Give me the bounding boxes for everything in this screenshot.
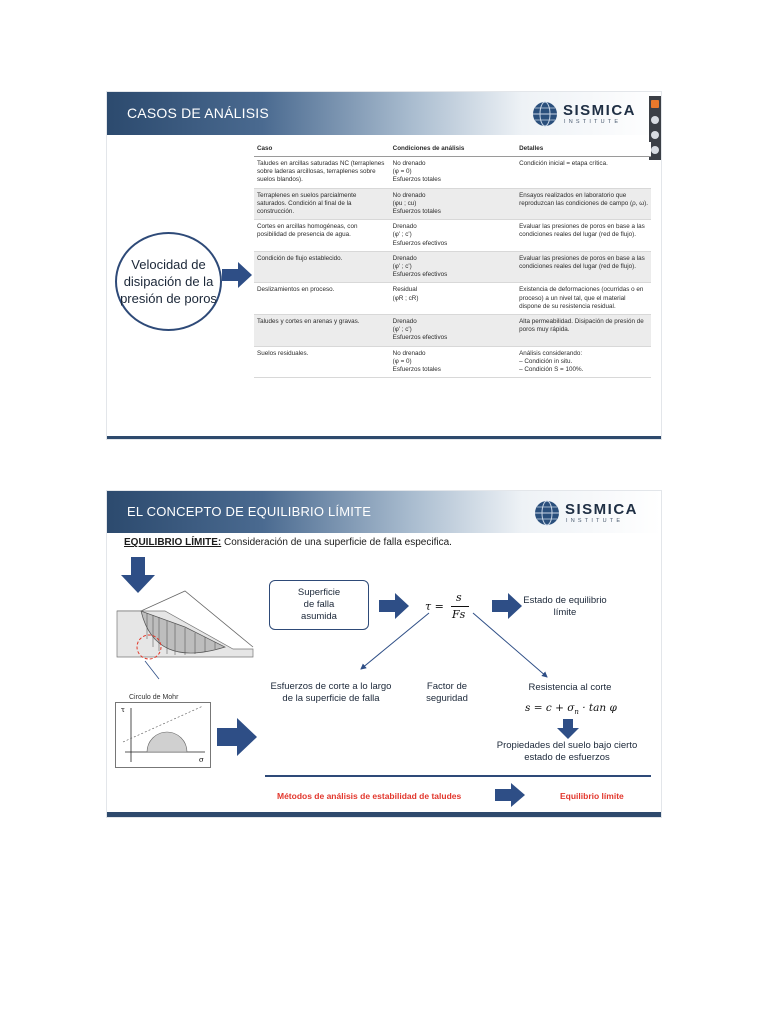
factor-line-2: seguridad [426, 693, 468, 704]
estado-line-1: Estado de equilibrio [523, 595, 607, 606]
cell-line: (φ' ; c') [392, 326, 412, 334]
slide-footer-bar [107, 436, 661, 439]
svg-text:σ: σ [199, 756, 204, 764]
slide-casos-de-analisis [107, 92, 661, 439]
globe-icon [531, 100, 559, 128]
propiedades-text [487, 740, 647, 764]
table-cell-caso [254, 346, 390, 378]
cell-line: (φ' ; c') [392, 263, 412, 271]
cell-line: Taludes en arcillas saturadas NC (terraplenes [257, 160, 385, 167]
esfuerzos-line-1: Esfuerzos de corte a lo largo [270, 681, 392, 692]
cell-line: – Condición in situ. [519, 357, 573, 365]
cell-line: Existencia de deformaciones (ocurridas o en [519, 286, 644, 294]
col-detalles: Detalles [516, 142, 651, 157]
cell-line: poros muy rápida. [519, 326, 570, 334]
factor-line-1: Factor de [426, 681, 468, 692]
cell-line: (φ' ; c') [392, 231, 412, 239]
propiedades-line-1: Propiedades del suelo bajo cierto [496, 740, 638, 751]
ellipse-line-3: presión de poros [120, 291, 217, 306]
factor-text [412, 681, 482, 705]
casos-table [254, 142, 651, 378]
cell-line: Evaluar las presiones de poros en base a las [519, 254, 645, 262]
connector-arrows [347, 609, 587, 689]
box-line-2: de falla [303, 599, 335, 610]
divider-line [265, 775, 651, 777]
cell-line: Esfuerzos efectivos [392, 239, 448, 247]
cell-line: No drenado [392, 191, 426, 199]
sismica-logo [531, 98, 641, 130]
cell-line: Esfuerzos totales [392, 208, 441, 216]
cell-line: Suelos residuales. [257, 349, 309, 357]
cell-line: sobre laderas arcillosas, terraplenes sobre [257, 168, 376, 176]
esfuerzos-text [261, 681, 401, 705]
table-cell-caso [254, 157, 390, 189]
right-arrow-icon [495, 783, 525, 807]
cell-line: Ensayos realizados en laboratorio que [519, 191, 627, 199]
box-line-1: Superficie [297, 587, 341, 598]
slide-equilibrio-limite [107, 491, 661, 817]
cell-line: Análisis considerando: [519, 349, 583, 357]
table-row [254, 283, 651, 315]
cell-line: No drenado [392, 160, 426, 167]
slide-footer-bar [107, 812, 661, 817]
cell-line: posibilidad de presencia de agua. [257, 231, 351, 239]
heading-bold: EQUILIBRIO LÍMITE: [124, 537, 222, 548]
s-formula-rest: · tan φ [578, 702, 617, 714]
table-cell-det [516, 283, 651, 315]
cell-line: Deslizamientos en proceso. [257, 286, 335, 294]
equilibrio-heading [124, 537, 452, 548]
table-cell-caso [254, 220, 390, 252]
cell-line: Terraplenes en suelos parcialmente [257, 191, 357, 199]
right-arrow-icon [222, 262, 252, 288]
cell-line: Condición de flujo establecido. [257, 254, 343, 262]
table-cell-caso [254, 188, 390, 220]
cell-line: Evaluar las presiones de poros en base a las [519, 223, 645, 231]
table-cell-det [516, 220, 651, 252]
tau-eq: τ = [425, 600, 444, 613]
table-cell-cond [390, 157, 516, 189]
s-formula-main: s = c + σ [525, 702, 575, 714]
velocidad-ellipse [115, 232, 222, 331]
cell-line: suelos blandos). [257, 176, 303, 184]
cell-line: Residual [392, 286, 418, 294]
table-row [254, 157, 651, 189]
cell-line: Esfuerzos efectivos [392, 271, 448, 279]
table-cell-cond [390, 315, 516, 347]
cell-line: Taludes y cortes en arenas y gravas. [257, 318, 360, 326]
cell-line: dispone de su resistencia residual. [519, 302, 616, 310]
cell-line: Drenado [392, 254, 417, 262]
cell-line: Condición inicial = etapa crítica. [519, 160, 608, 167]
slide-title: CASOS DE ANÁLISIS [127, 105, 269, 121]
box-line-3: asumida [301, 611, 337, 622]
big-right-arrow-icon [217, 718, 257, 756]
heading-rest: Consideración de una superficie de falla especifica. [221, 537, 452, 548]
table-row [254, 251, 651, 283]
table-cell-det [516, 188, 651, 220]
cell-line: (φ = 0) [392, 357, 412, 365]
ellipse-line-1: Velocidad de [131, 257, 206, 272]
slide-header [107, 92, 661, 135]
esfuerzos-line-2: de la superficie de falla [282, 693, 380, 704]
slope-diagram [115, 587, 255, 683]
table-cell-cond [390, 220, 516, 252]
table-cell-cond [390, 283, 516, 315]
cell-line: Esfuerzos totales [392, 176, 441, 184]
cell-line: Esfuerzos totales [392, 366, 441, 374]
table-cell-cond [390, 346, 516, 378]
logo-name: SISMICA [565, 501, 639, 518]
propiedades-line-2: estado de esfuerzos [524, 752, 610, 763]
sismica-logo [533, 497, 643, 529]
cell-line: Esfuerzos efectivos [392, 334, 448, 342]
metodos-text: Métodos de análisis de estabilidad de taludes [277, 791, 462, 801]
slide-header [107, 491, 661, 533]
table-cell-caso [254, 251, 390, 283]
cell-line: (φ = 0) [392, 168, 412, 176]
cell-line: Cortes en arcillas homogéneas, con [257, 223, 358, 231]
cell-line: construcción. [257, 208, 295, 216]
cell-line: – Condición S = 100%. [519, 366, 584, 374]
ellipse-line-2: disipación de la [123, 274, 214, 289]
cell-line: No drenado [392, 349, 426, 357]
fraction-bar [451, 606, 469, 607]
cell-line: proceso) a un nivel tal, que el material [519, 294, 626, 302]
cell-line: saturados. Condición al final de la [257, 199, 352, 207]
table-cell-cond [390, 188, 516, 220]
mic-tool-icon[interactable] [651, 116, 659, 124]
table-cell-cond [390, 251, 516, 283]
cell-line: Drenado [392, 318, 417, 326]
col-condiciones: Condiciones de análisis [390, 142, 516, 157]
svg-text:τ: τ [121, 706, 125, 714]
settings-tool-icon[interactable] [651, 146, 659, 154]
table-cell-caso [254, 315, 390, 347]
close-tool-icon[interactable] [651, 100, 659, 108]
mohr-circle-diagram [115, 702, 211, 768]
table-cell-caso [254, 283, 390, 315]
cell-line: Drenado [392, 223, 417, 231]
table-row [254, 346, 651, 378]
logo-sub: INSTITUTE [564, 119, 622, 125]
s-formula [525, 702, 617, 716]
record-tool-icon[interactable] [651, 131, 659, 139]
tau-den: Fs [452, 608, 466, 621]
table-cell-det [516, 157, 651, 189]
down-arrow-icon [557, 719, 579, 739]
table-row [254, 188, 651, 220]
cell-line: reproduzcan las condiciones de campo (ρ, ω). [519, 199, 648, 207]
equilibrio-limite-text: Equilibrio límite [560, 791, 624, 801]
logo-name: SISMICA [563, 102, 637, 119]
table-row [254, 315, 651, 347]
table-row [254, 220, 651, 252]
cell-line: condiciones reales del lugar (red de flujo). [519, 231, 637, 239]
tau-num: s [456, 591, 462, 604]
table-cell-det [516, 251, 651, 283]
cell-line: condiciones reales del lugar (red de flujo). [519, 263, 637, 271]
cell-line: Alta permeabilidad. Disipación de presión de [519, 318, 644, 326]
col-caso: Caso [254, 142, 390, 157]
globe-icon [533, 499, 561, 527]
mohr-label: Circulo de Mohr [129, 694, 179, 701]
estado-line-2: límite [553, 607, 577, 618]
table-cell-det [516, 315, 651, 347]
cell-line: (φu ; cu) [392, 199, 417, 207]
resistencia-text: Resistencia al corte [528, 682, 612, 693]
cell-line: (φR ; cR) [392, 294, 419, 302]
logo-sub: INSTITUTE [566, 518, 624, 524]
table-cell-det [516, 346, 651, 378]
s-formula-sub: n [574, 708, 579, 717]
slide-title: EL CONCEPTO DE EQUILIBRIO LÍMITE [127, 504, 372, 519]
